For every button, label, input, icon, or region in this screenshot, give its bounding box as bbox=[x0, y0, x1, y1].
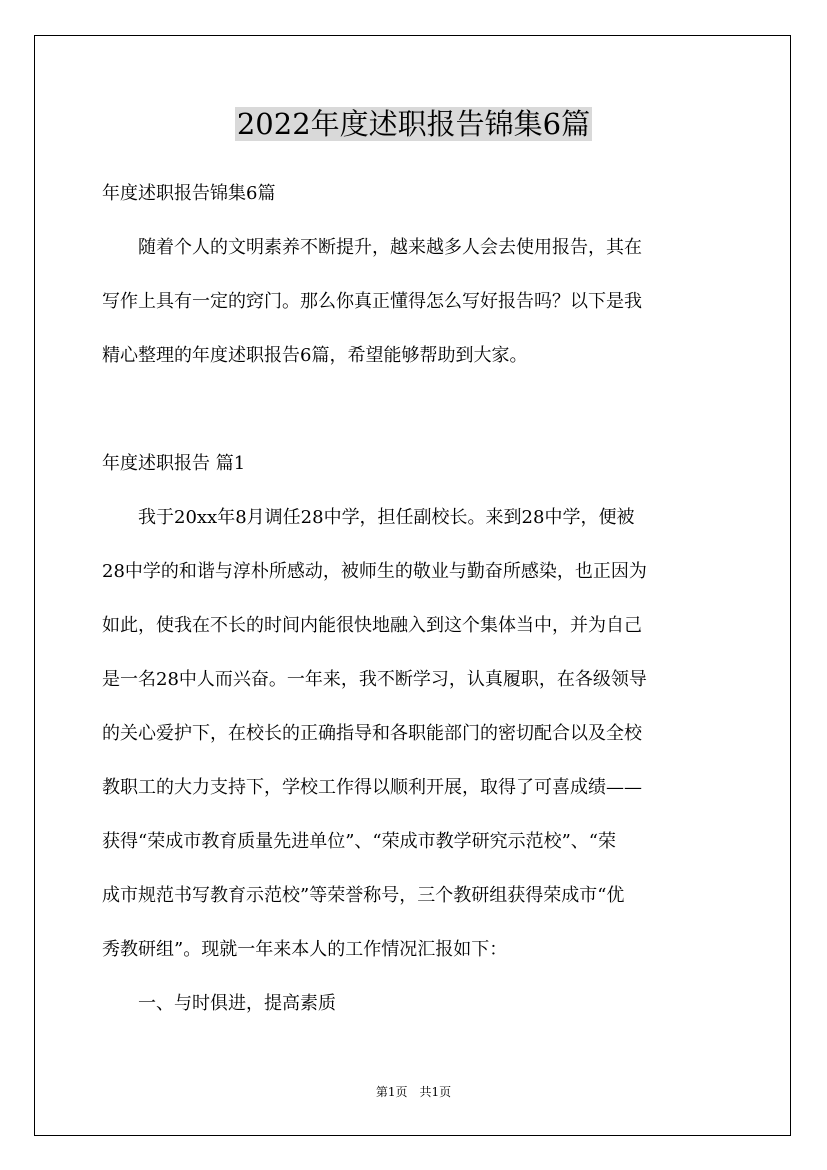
section-heading: 年度述职报告 篇1 bbox=[102, 453, 246, 474]
subsection-heading: 一、与时俱进，提高素质 bbox=[102, 993, 336, 1014]
paragraph-line: 我于20xx年8月调任28中学，担任副校长。来到28中学，便被 bbox=[102, 507, 635, 528]
paragraph-line: 随着个人的文明素养不断提升，越来越多人会去使用报告，其在 bbox=[102, 237, 642, 258]
paragraph-line: 如此，使我在不长的时间内能很快地融入到这个集体当中，并为自己 bbox=[102, 615, 642, 636]
paragraph-line: 的关心爱护下，在校长的正确指导和各职能部门的密切配合以及全校 bbox=[102, 723, 642, 744]
paragraph-line: 秀教研组”。现就一年来本人的工作情况汇报如下： bbox=[102, 939, 508, 960]
paragraph-line: 教职工的大力支持下，学校工作得以顺利开展，取得了可喜成绩—— bbox=[102, 777, 642, 798]
paragraph-line: 写作上具有一定的窍门。那么你真正懂得怎么写好报告吗？以下是我 bbox=[102, 291, 642, 312]
page-footer: 第1页 共1页 bbox=[375, 1085, 452, 1099]
document-title: 2022年度述职报告锦集6篇 bbox=[236, 107, 591, 141]
paragraph-line: 是一名28中人而兴奋。一年来，我不断学习，认真履职，在各级领导 bbox=[102, 669, 647, 690]
paragraph-line: 28中学的和谐与淳朴所感动，被师生的敬业与勤奋所感染，也正因为 bbox=[102, 561, 647, 582]
paragraph-line: 获得“荣成市教育质量先进单位”、“荣成市教学研究示范校”、“荣 bbox=[102, 831, 617, 852]
paragraph-line: 精心整理的年度述职报告6篇，希望能够帮助到大家。 bbox=[102, 345, 528, 366]
paragraph-line: 成市规范书写教育示范校”等荣誉称号，三个教研组获得荣成市“优 bbox=[102, 885, 625, 906]
subtitle-line: 年度述职报告锦集6篇 bbox=[102, 183, 276, 204]
